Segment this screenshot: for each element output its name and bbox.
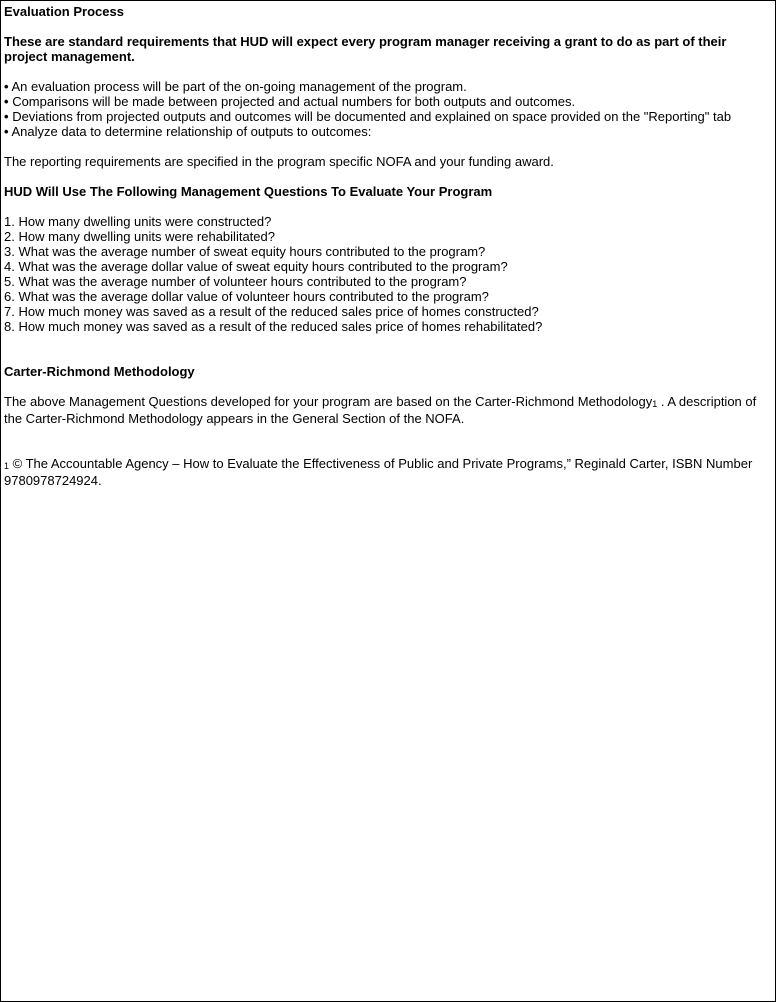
bullet-icon: • — [4, 109, 9, 124]
list-item-text: Analyze data to determine relationship of outputs to outcomes: — [11, 124, 372, 139]
list-item-text: Deviations from projected outputs and outcomes will be documented and explained on space provided on the "Reporting" tab — [12, 109, 732, 124]
list-item — [4, 109, 772, 124]
methodology-paragraph — [4, 394, 772, 426]
methodology-heading: Carter-Richmond Methodology — [4, 364, 195, 379]
footnote-text: © The Accountable Agency – How to Evaluate the Effectiveness of Public and Private Programs,” Reginald Carter, ISBN Number 9780978724924. — [4, 456, 753, 488]
intro-paragraph: These are standard requirements that HUD will expect every program manager receiving a grant to do as part of their project management. — [4, 34, 727, 64]
bullet-icon: • — [4, 79, 9, 94]
list-item-text: An evaluation process will be part of the on-going management of the program. — [11, 79, 467, 94]
list-item — [4, 124, 772, 139]
question-item: 3. What was the average number of sweat equity hours contributed to the program? — [4, 244, 486, 259]
question-item: 1. How many dwelling units were constructed? — [4, 214, 272, 229]
question-item: 2. How many dwelling units were rehabilitated? — [4, 229, 275, 244]
question-item: 4. What was the average dollar value of sweat equity hours contributed to the program? — [4, 259, 508, 274]
reporting-note: The reporting requirements are specified in the program specific NOFA and your funding award. — [4, 154, 554, 169]
requirements-list — [4, 79, 772, 139]
section-title: Evaluation Process — [4, 4, 124, 19]
list-item-text: Comparisons will be made between projected and actual numbers for both outputs and outcomes. — [12, 94, 576, 109]
bullet-icon: • — [4, 94, 9, 109]
methodology-text-continued: . A description of the Carter-Richmond Methodology appears in the General Section of the NOFA. — [4, 394, 757, 426]
questions-heading: HUD Will Use The Following Management Questions To Evaluate Your Program — [4, 184, 493, 199]
list-item — [4, 94, 772, 109]
question-item: 7. How much money was saved as a result of the reduced sales price of homes constructed? — [4, 304, 539, 319]
questions-list — [4, 214, 772, 334]
footnote — [4, 456, 772, 488]
question-item: 6. What was the average dollar value of volunteer hours contributed to the program? — [4, 289, 489, 304]
list-item — [4, 79, 772, 94]
methodology-text: The above Management Questions developed for your program are based on the Carter-Richmond Methodology — [4, 394, 653, 409]
footnote-reference: 1 — [652, 399, 658, 409]
question-item: 5. What was the average number of volunteer hours contributed to the program? — [4, 274, 467, 289]
question-item: 8. How much money was saved as a result of the reduced sales price of homes rehabilitated? — [4, 319, 543, 334]
bullet-icon: • — [4, 124, 9, 139]
document-content — [4, 4, 772, 488]
footnote-marker: 1 — [4, 461, 10, 471]
